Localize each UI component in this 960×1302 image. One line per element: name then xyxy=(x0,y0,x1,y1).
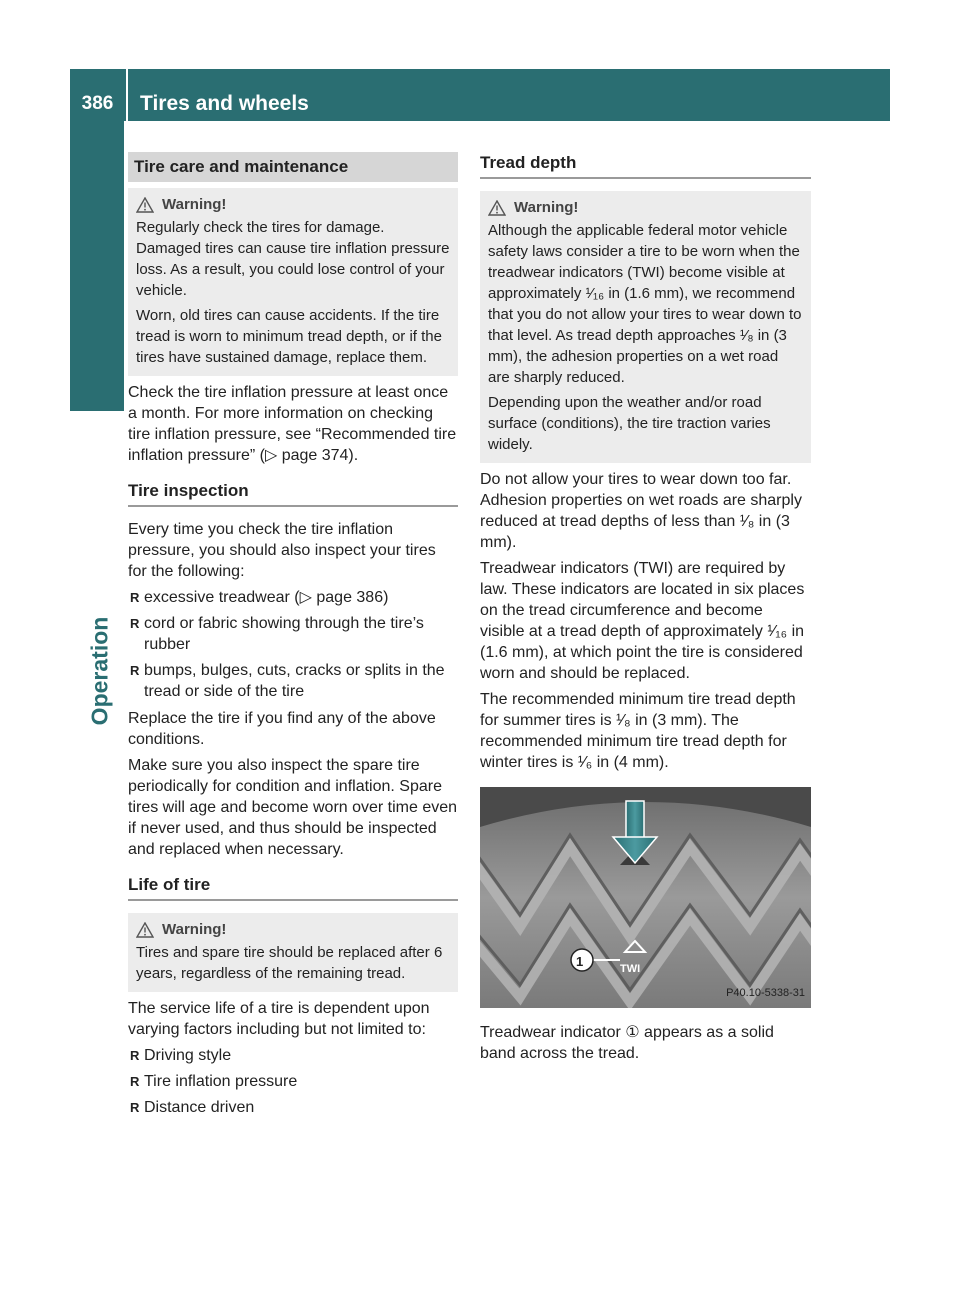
paragraph: The service life of a tire is dependent upon varying factors including but not limited to: xyxy=(128,1000,430,1038)
side-tab xyxy=(70,121,124,1211)
right-column xyxy=(480,152,811,1069)
warning-text: Worn, old tires can cause accidents. If the tire tread is worn to minimum tread depth, or if the tires have sustained damage, replace them. xyxy=(136,307,442,366)
warning-label: Warning! xyxy=(514,199,579,216)
tire-tread-illustration xyxy=(480,787,811,1008)
side-label xyxy=(80,551,120,791)
paragraph: Replace the tire if you find any of the above conditions. xyxy=(128,710,436,748)
warning-box xyxy=(128,188,458,376)
warning-header xyxy=(488,197,803,218)
list-item: R excessive treadwear (▷ page 386) xyxy=(128,587,458,608)
side-label-text: Operation xyxy=(86,616,113,726)
life-factors-list xyxy=(128,1045,458,1118)
paragraph: Check the tire inflation pressure at least once a month. For more information on checking tire inflation pressure, see “Recommended tire inflation pressure” (▷ page 374). xyxy=(128,384,457,464)
list-item: R bumps, bulges, cuts, cracks or splits in the tread or side of the tire xyxy=(128,660,458,702)
section-title-tire-care: Tire care and maintenance xyxy=(128,152,458,182)
callout-number: 1 xyxy=(576,954,584,969)
paragraph: Make sure you also inspect the spare tire periodically for condition and inflation. Spare tires will age and become worn over time even if never used, and thus should be inspected and replaced when necessary. xyxy=(128,757,458,858)
figure-code: P40.10-5338-31 xyxy=(726,987,805,999)
paragraph: Do not allow your tires to wear down too far. Adhesion properties on wet roads are sharply reduced at tread depths of less than ¹⁄₈ in (3 mm). xyxy=(480,471,802,551)
section-title-tread-depth: Tread depth xyxy=(480,152,811,179)
warning-triangle-icon xyxy=(488,200,506,216)
paragraph: The recommended minimum tire tread depth for summer tires is ¹⁄₈ in (3 mm). The recommended minimum tire tread depth for winter tires is ¹⁄₆ in (4 mm). xyxy=(480,691,796,771)
warning-header xyxy=(136,919,450,940)
warning-triangle-icon xyxy=(136,197,154,213)
list-item: R cord or fabric showing through the tire’s rubber xyxy=(128,613,458,655)
tread-figure xyxy=(480,787,811,1008)
warning-text: Regularly check the tires for damage. Damaged tires can cause tire inflation pressure loss. As a result, you could lose control of your vehicle. xyxy=(136,219,450,299)
header-divider xyxy=(126,69,128,121)
paragraph: Treadwear indicators (TWI) are required by law. These indicators are located in six places on the tread circumference and become visible at a tread depth of approximately ¹⁄₁₆ in (1.6 mm), at which point the tire is considered worn and should be replaced. xyxy=(480,560,805,682)
twi-label: TWI xyxy=(620,963,641,975)
warning-triangle-icon xyxy=(136,922,154,938)
inspection-list xyxy=(128,587,458,702)
warning-text: Although the applicable federal motor vehicle safety laws consider a tire to be worn when the treadwear indicators (TWI) become visible at approximately ¹⁄₁₆ in (1.6 mm), we recommend that you do not allow your tires to wear down to that level. As tread depth approaches ¹⁄₈ in (3 mm), the adhesion properties on a wet road are sharply reduced. xyxy=(488,222,802,386)
list-item: R Driving style xyxy=(128,1045,458,1066)
left-column xyxy=(128,152,458,1124)
warning-box xyxy=(480,191,811,463)
warning-text: Tires and spare tire should be replaced after 6 years, regardless of the remaining tread. xyxy=(136,944,443,982)
figure-caption: Treadwear indicator ① appears as a solid band across the tread. xyxy=(480,1024,774,1062)
paragraph: Every time you check the tire inflation pressure, you should also inspect your tires for the following: xyxy=(128,521,436,580)
chapter-title: Tires and wheels xyxy=(140,92,309,115)
warning-header xyxy=(136,194,450,215)
section-title-tire-inspection: Tire inspection xyxy=(128,480,458,507)
warning-label: Warning! xyxy=(162,196,227,213)
warning-box xyxy=(128,913,458,992)
warning-text: Depending upon the weather and/or road surface (conditions), the tire traction varies widely. xyxy=(488,394,771,453)
side-tab-block xyxy=(70,121,124,411)
list-item: R Tire inflation pressure xyxy=(128,1071,458,1092)
warning-label: Warning! xyxy=(162,921,227,938)
section-title-life-of-tire: Life of tire xyxy=(128,874,458,901)
list-item: R Distance driven xyxy=(128,1097,458,1118)
page-number: 386 xyxy=(81,93,114,114)
